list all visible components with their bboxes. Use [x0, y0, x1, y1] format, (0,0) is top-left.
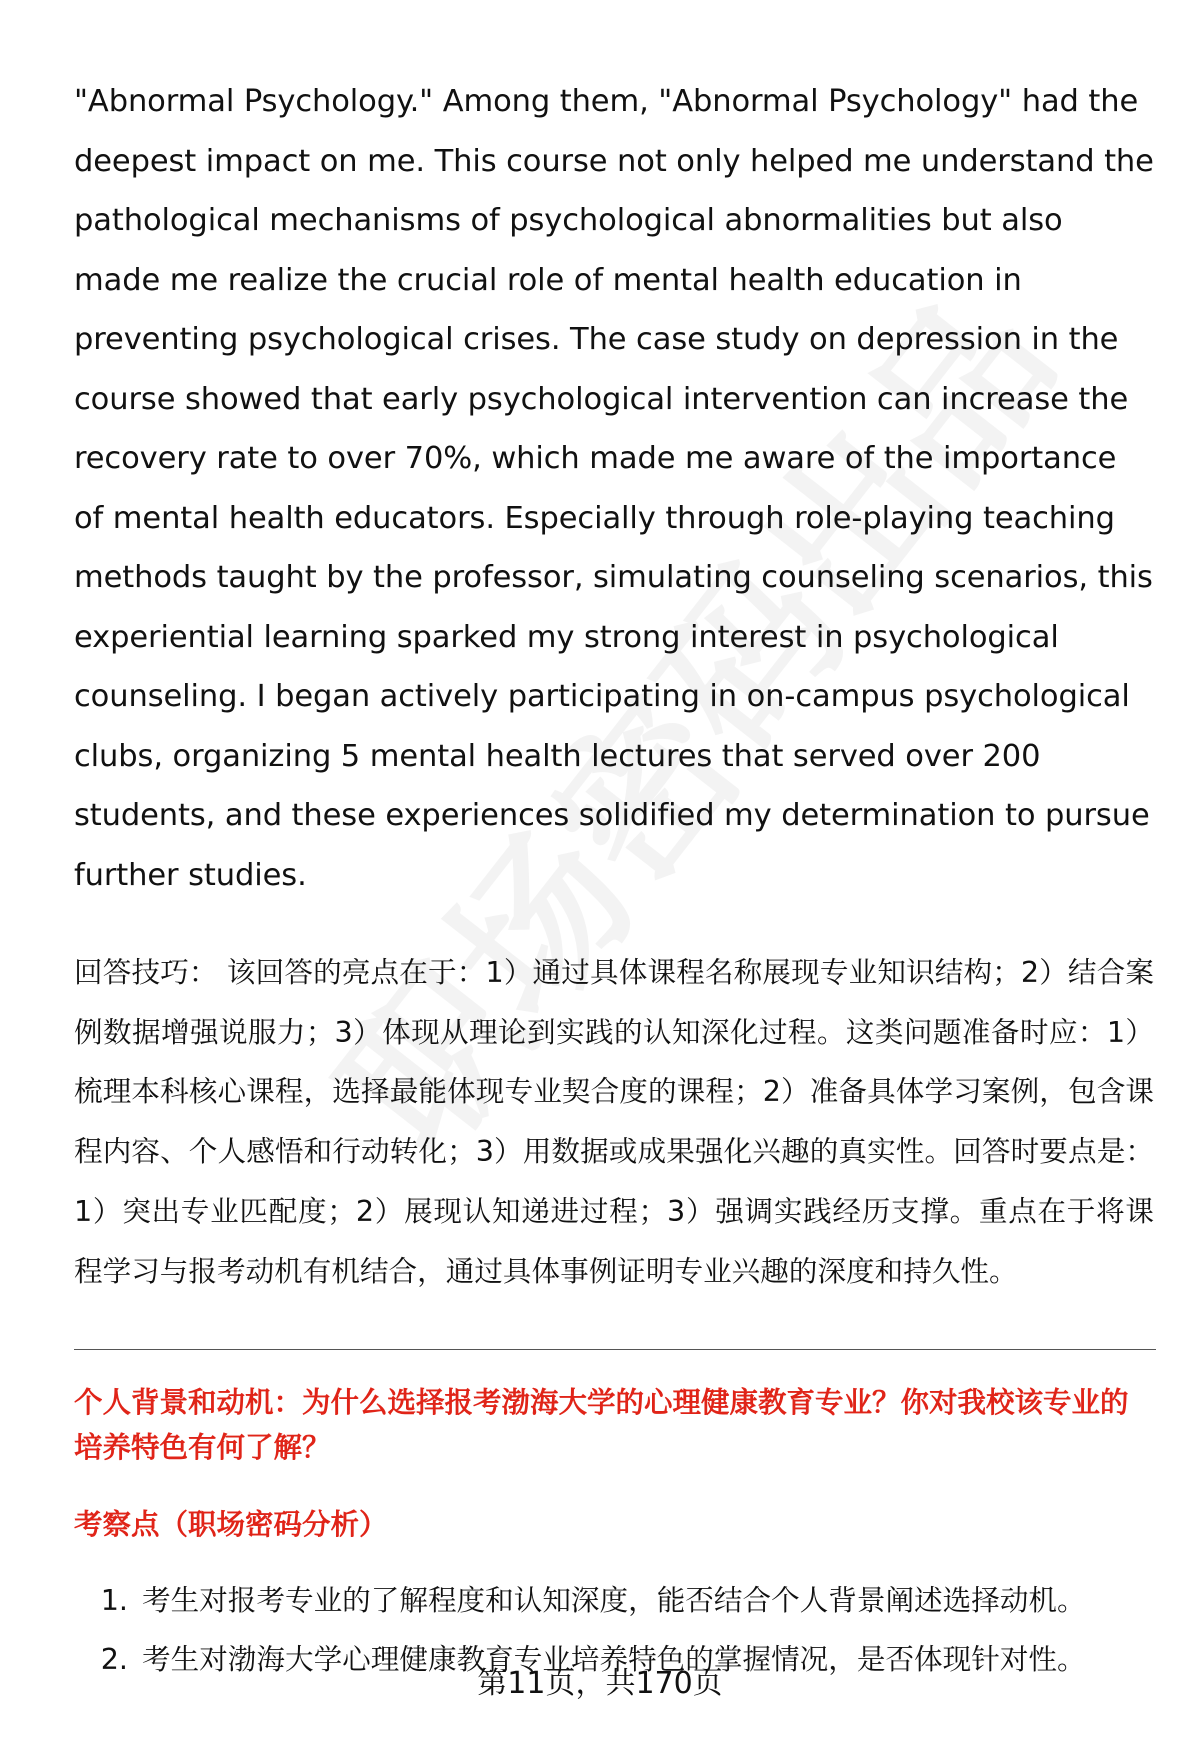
list-number: 1.: [100, 1583, 128, 1618]
question-title: 个人背景和动机：为什么选择报考渤海大学的心理健康教育专业？你对我校该专业的培养特色有何了解？: [74, 1386, 1129, 1465]
list-number: 2.: [100, 1642, 128, 1677]
list-item: [74, 1571, 1154, 1630]
page-number-footer: 第11页，共170页: [477, 1666, 723, 1701]
section-divider: [74, 1349, 1156, 1350]
examination-points-heading: 考察点（职场密码分析）: [74, 1508, 388, 1542]
document-page: [74, 72, 1154, 1689]
list-item-text: 考生对渤海大学心理健康教育专业培养特色的掌握情况，是否体现针对性。: [142, 1642, 1086, 1677]
answer-tips-paragraph: 回答技巧： 该回答的亮点在于：1）通过具体课程名称展现专业知识结构；2）结合案例数据增强说服力；3）体现从理论到实践的认知深化过程。这类问题准备时应：1）梳理本科核心课程，选择最能体现专业契合度的课程；2）准备具体学习案例，包含课程内容、个人感悟和行动转化；3）用数据或成果强化兴趣的真实性。回答时要点是：1）突出专业匹配度；2）展现认知递进过程；3）强调实践经历支撑。重点在于将课程学习与报考动机有机结合，通过具体事例证明专业兴趣的深度和持久性。: [74, 955, 1154, 1288]
english-answer-paragraph: "Abnormal Psychology." Among them, "Abnormal Psychology" had the deepest impact on me. This course not only helped me understand the pathological mechanisms of psychological abnormalities but also made me realize the crucial role of mental health education in preventing psychological crises. The case study on depression in the course showed that early psychological intervention can increase the recovery rate to over 70%, which made me aware of the importance of mental health educators. Especially through role-playing teaching methods taught by the professor, simulating counseling scenarios, this experiential learning sparked my strong interest in psychological counseling. I began actively participating in on-campus psychological clubs, organizing 5 mental health lectures that served over 200 students, and these experiences solidified my determination to pursue further studies.: [74, 84, 1154, 893]
list-item-text: 考生对报考专业的了解程度和认知深度，能否结合个人背景阐述选择动机。: [142, 1583, 1086, 1618]
